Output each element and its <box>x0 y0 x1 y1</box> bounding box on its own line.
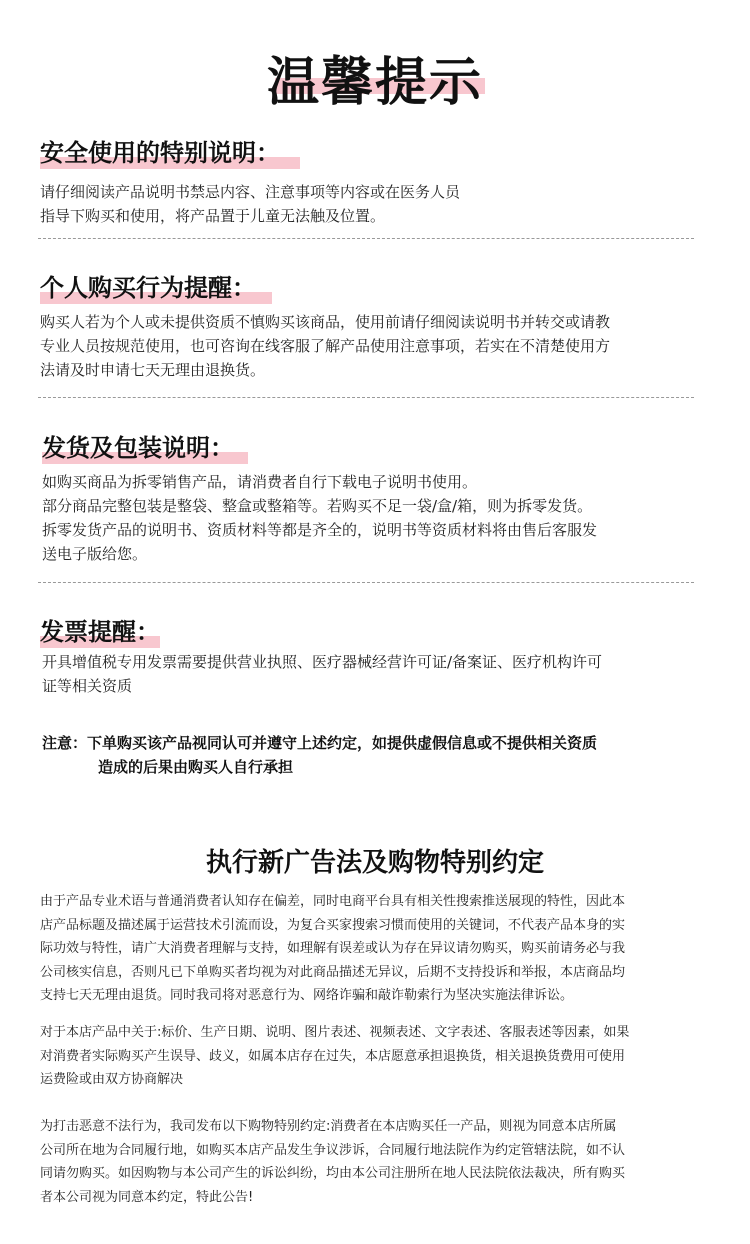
dashed-divider <box>38 582 694 583</box>
dashed-divider <box>38 397 694 398</box>
text-line: 部分商品完整包装是整袋、整盒或整箱等。若购买不足一袋/盒/箱，则为拆零发货。 <box>42 497 593 515</box>
agreement-paragraph-1 <box>40 890 625 1008</box>
section-body-shipping <box>42 470 597 566</box>
section-body-invoice <box>42 650 602 698</box>
text-line: 如购买商品为拆零销售产品，请消费者自行下载电子说明书使用。 <box>42 473 478 491</box>
section-body-purchase <box>40 310 610 382</box>
text-line: 送电子版给您。 <box>42 545 148 563</box>
text-line: 拆零发货产品的说明书、资质材料等都是齐全的，说明书等资质材料将由售后客服发 <box>42 521 598 539</box>
note-line: 下单购买该产品视同认可并遵守上述约定，如提供虚假信息或不提供相关资质 <box>87 734 598 752</box>
text-line: 支持七天无理由退货。同时我司将对恶意行为、网络诈骗和敲诈勒索行为坚决实施法律诉讼。 <box>40 988 574 1003</box>
text-line: 开具增值税专用发票需要提供营业执照、医疗器械经营许可证/备案证、医疗机构许可 <box>42 653 603 671</box>
text-line: 际功效与特性，请广大消费者理解与支持，如理解有误差或认为存在异议请勿购买，购买前请务必与我 <box>40 941 626 956</box>
agreement-heading: 执行新广告法及购物特别约定 <box>205 848 544 878</box>
note-block <box>42 731 597 779</box>
text-line: 指导下购买和使用，将产品置于儿童无法触及位置。 <box>40 207 386 225</box>
text-line: 证等相关资质 <box>42 677 133 695</box>
section-body-safety <box>40 180 460 228</box>
text-line: 请仔细阅读产品说明书禁忌内容、注意事项等内容或在医务人员 <box>40 183 461 201</box>
text-line: 专业人员按规范使用，也可咨询在线客服了解产品使用注意事项，若实在不清楚使用方 <box>40 337 611 355</box>
section-heading-safety: 安全使用的特别说明： <box>40 133 280 168</box>
section-heading-purchase: 个人购买行为提醒： <box>40 268 256 303</box>
text-line: 运费险或由双方协商解决 <box>40 1072 184 1087</box>
text-line: 店产品标题及描述属于运营技术引流而设，为复合买家搜索习惯而使用的关键词，不代表产品本身的实 <box>40 917 626 933</box>
text-line: 对于本店产品中关于:标价、生产日期、说明、图片表述、视频表述、文字表述、客服表述等因素，如果 <box>40 1025 630 1040</box>
page-title: 温馨提示 <box>266 53 483 113</box>
text-line: 购买人若为个人或未提供资质不慎购买该商品，使用前请仔细阅读说明书并转交或请教 <box>40 313 611 331</box>
text-line: 者本公司视为同意本约定，特此公告! <box>40 1189 254 1205</box>
agreement-paragraph-2 <box>40 1021 629 1092</box>
note-label: 注意： <box>42 734 88 752</box>
text-line: 法请及时申请七天无理由退换货。 <box>40 361 266 379</box>
note-line: 造成的后果由购买人自行承担 <box>98 758 294 776</box>
section-heading-shipping: 发货及包装说明： <box>42 428 234 463</box>
text-line: 公司所在地为合同履行地，如购买本店产品发生争议涉诉，合同履行地法院作为约定管辖法院，如不认 <box>40 1142 626 1158</box>
text-line: 为打击恶意不法行为，我司发布以下购物特别约定:消费者在本店购买任一产品，则视为同意本店所属 <box>40 1119 617 1134</box>
dashed-divider <box>38 238 694 239</box>
section-heading-invoice: 发票提醒： <box>40 618 160 646</box>
text-line: 由于产品专业术语与普通消费者认知存在偏差，同时电商平台具有相关性搜索推送展现的特性，因此本 <box>40 894 626 909</box>
agreement-paragraph-3 <box>40 1115 625 1209</box>
text-line: 同请勿购买。如因购物与本公司产生的诉讼纠纷，均由本公司注册所在地人民法院依法裁决，所有购买 <box>40 1166 626 1181</box>
text-line: 公司核实信息，否则凡已下单购买者均视为对此商品描述无异议，后期不支持投诉和举报，本店商品均 <box>40 964 626 980</box>
text-line: 对消费者实际购买产生误导、歧义，如属本店存在过失，本店愿意承担退换货，相关退换货费用可使用 <box>40 1048 626 1064</box>
